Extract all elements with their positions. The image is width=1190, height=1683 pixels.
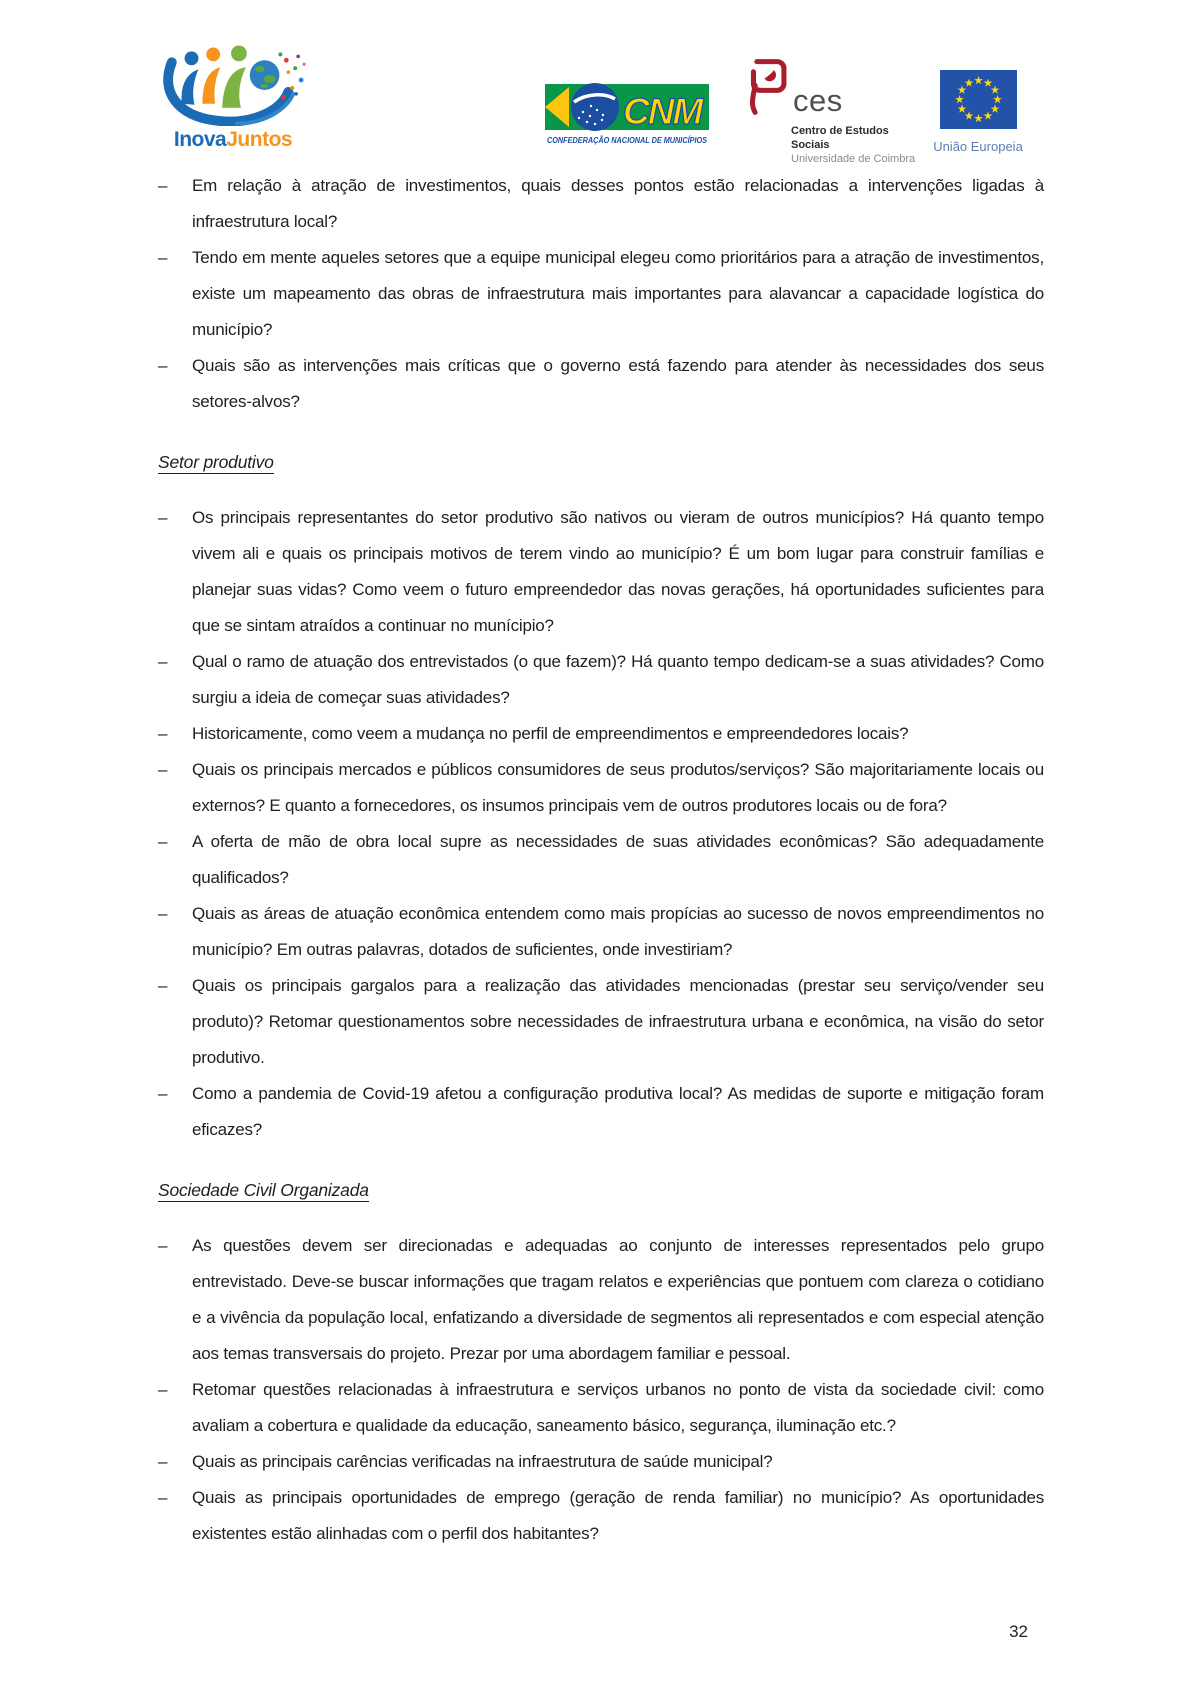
dash-marker: – [158, 1452, 168, 1471]
list-item-text: Tendo em mente aqueles setores que a equipe municipal elegeu como prioritários para a atração de investimentos, existe um mapeamento das obras de infraestrutura mais importantes para alavancar a capacidade logística do município? [192, 248, 1044, 339]
list-item-text: Qual o ramo de atuação dos entrevistados (o que fazem)? Há quanto tempo dedicam-se a suas atividades? Como surgiu a ideia de começar suas atividades? [192, 652, 1044, 707]
cnm-acronym: CNM [623, 91, 702, 132]
list-item-text: Quais as principais oportunidades de emprego (geração de renda familiar) no município? As oportunidades existentes estão alinhadas com o perfil dos habitantes? [192, 1488, 1044, 1543]
list-item-text: Historicamente, como veem a mudança no perfil de empreendimentos e empreendedores locais? [192, 724, 909, 743]
list-item-text: Quais os principais mercados e públicos consumidores de seus produtos/serviços? São majoritariamente locais ou externos? E quanto a fornecedores, os insumos principais vem de outros produtores locais ou de fora? [192, 760, 1044, 815]
section-heading-sociedade-civil: Sociedade Civil Organizada [158, 1180, 369, 1200]
question-list-sociedade-civil [158, 1228, 1044, 1552]
list-item-text: Em relação à atração de investimentos, quais desses pontos estão relacionadas a intervenções ligadas à infraestrutura local? [192, 176, 1044, 231]
dash-marker: – [158, 760, 168, 779]
dash-marker: – [158, 832, 168, 851]
dash-marker: – [158, 652, 168, 671]
cnm-logo [543, 82, 713, 153]
list-item [158, 1228, 1044, 1372]
list-item [158, 1372, 1044, 1444]
juntos-word: Juntos [226, 128, 293, 151]
list-item [158, 968, 1044, 1076]
ces-acronym: ces [793, 83, 843, 118]
list-item-text: A oferta de mão de obra local supre as necessidades de suas atividades econômicas? São adequadamente qualificados? [192, 832, 1044, 887]
inovajuntos-wordmark [152, 129, 314, 151]
list-item [158, 240, 1044, 348]
dash-marker: – [158, 248, 168, 267]
ces-symbol-icon [745, 56, 789, 118]
eu-flag-icon [940, 70, 1017, 129]
page-number: 32 [1009, 1622, 1028, 1641]
dash-marker: – [158, 1380, 168, 1399]
list-item [158, 716, 1044, 752]
dash-marker: – [158, 1488, 168, 1507]
list-item-text: Quais são as intervenções mais críticas que o governo está fazendo para atender às necessidades dos seus setores-alvos? [192, 356, 1044, 411]
list-item [158, 168, 1044, 240]
eu-logo [928, 70, 1028, 154]
section-heading-setor-produtivo: Setor produtivo [158, 452, 274, 472]
list-item-text: Como a pandemia de Covid-19 afetou a configuração produtiva local? As medidas de suporte e mitigação foram eficazes? [192, 1084, 1044, 1139]
list-item-text: Retomar questões relacionadas à infraestrutura e serviços urbanos no ponto de vista da sociedade civil: como avaliam a cobertura e qualidade da educação, saneamento básico, segurança, iluminação etc.? [192, 1380, 1044, 1435]
eu-caption: União Europeia [933, 139, 1023, 154]
list-item [158, 896, 1044, 968]
dash-marker: – [158, 1084, 168, 1103]
dash-marker: – [158, 176, 168, 195]
dash-marker: – [158, 904, 168, 923]
dash-marker: – [158, 508, 168, 527]
list-item-text: Quais as áreas de atuação econômica entendem como mais propícias ao sucesso de novos empreendimentos no município? Em outras palavras, dotados de suficientes, onde investiriam? [192, 904, 1044, 959]
ces-caption-line1: Centro de Estudos Sociais [791, 125, 889, 151]
list-item [158, 500, 1044, 644]
inovajuntos-logo-icon [154, 42, 312, 126]
cnm-caption: CONFEDERAÇÃO NACIONAL DE MUNICÍPIOS [547, 136, 708, 145]
list-item [158, 752, 1044, 824]
dash-marker: – [158, 1236, 168, 1255]
list-item [158, 1480, 1044, 1552]
question-list-setor-produtivo [158, 500, 1044, 1148]
list-item-text: As questões devem ser direcionadas e adequadas ao conjunto de interesses representados pelo grupo entrevistado. Deve-se buscar informações que tragam relatos e experiências que pontuem com clareza o cotidiano e a vivência da população local, enfatizando a diversidade de segmentos ali representados e com especial atenção aos temas transversais do projeto. Prezar por uma abordagem familiar e pessoal. [192, 1236, 1044, 1363]
list-item [158, 1076, 1044, 1148]
list-item [158, 348, 1044, 420]
inova-word: Inova [173, 128, 227, 151]
list-item [158, 644, 1044, 716]
cnm-logo-icon [543, 82, 711, 148]
inovajuntos-logo [152, 42, 314, 151]
list-item [158, 824, 1044, 896]
dash-marker: – [158, 976, 168, 995]
dash-marker: – [158, 356, 168, 375]
page-content [158, 168, 1044, 1552]
ces-caption-line2: Universidade de Coimbra [791, 153, 916, 165]
list-item-text: Quais os principais gargalos para a realização das atividades mencionadas (prestar seu serviço/vender seu produto)? Retomar questionamentos sobre necessidades de infraestrutura urbana e econômica, na visão do setor produtivo. [192, 976, 1044, 1067]
question-list-infrastructure [158, 168, 1044, 420]
dash-marker: – [158, 724, 168, 743]
list-item-text: Os principais representantes do setor produtivo são nativos ou vieram de outros municípios? Há quanto tempo vivem ali e quais os principais motivos de terem vindo ao município? É um bom lugar para construir famílias e planejar suas vidas? Como veem o futuro empreendedor das novas gerações, há oportunidades suficientes para que se sintam atraídos a continuar no munícipio? [192, 508, 1044, 635]
ces-logo [745, 56, 925, 166]
list-item [158, 1444, 1044, 1480]
list-item-text: Quais as principais carências verificadas na infraestrutura de saúde municipal? [192, 1452, 773, 1471]
